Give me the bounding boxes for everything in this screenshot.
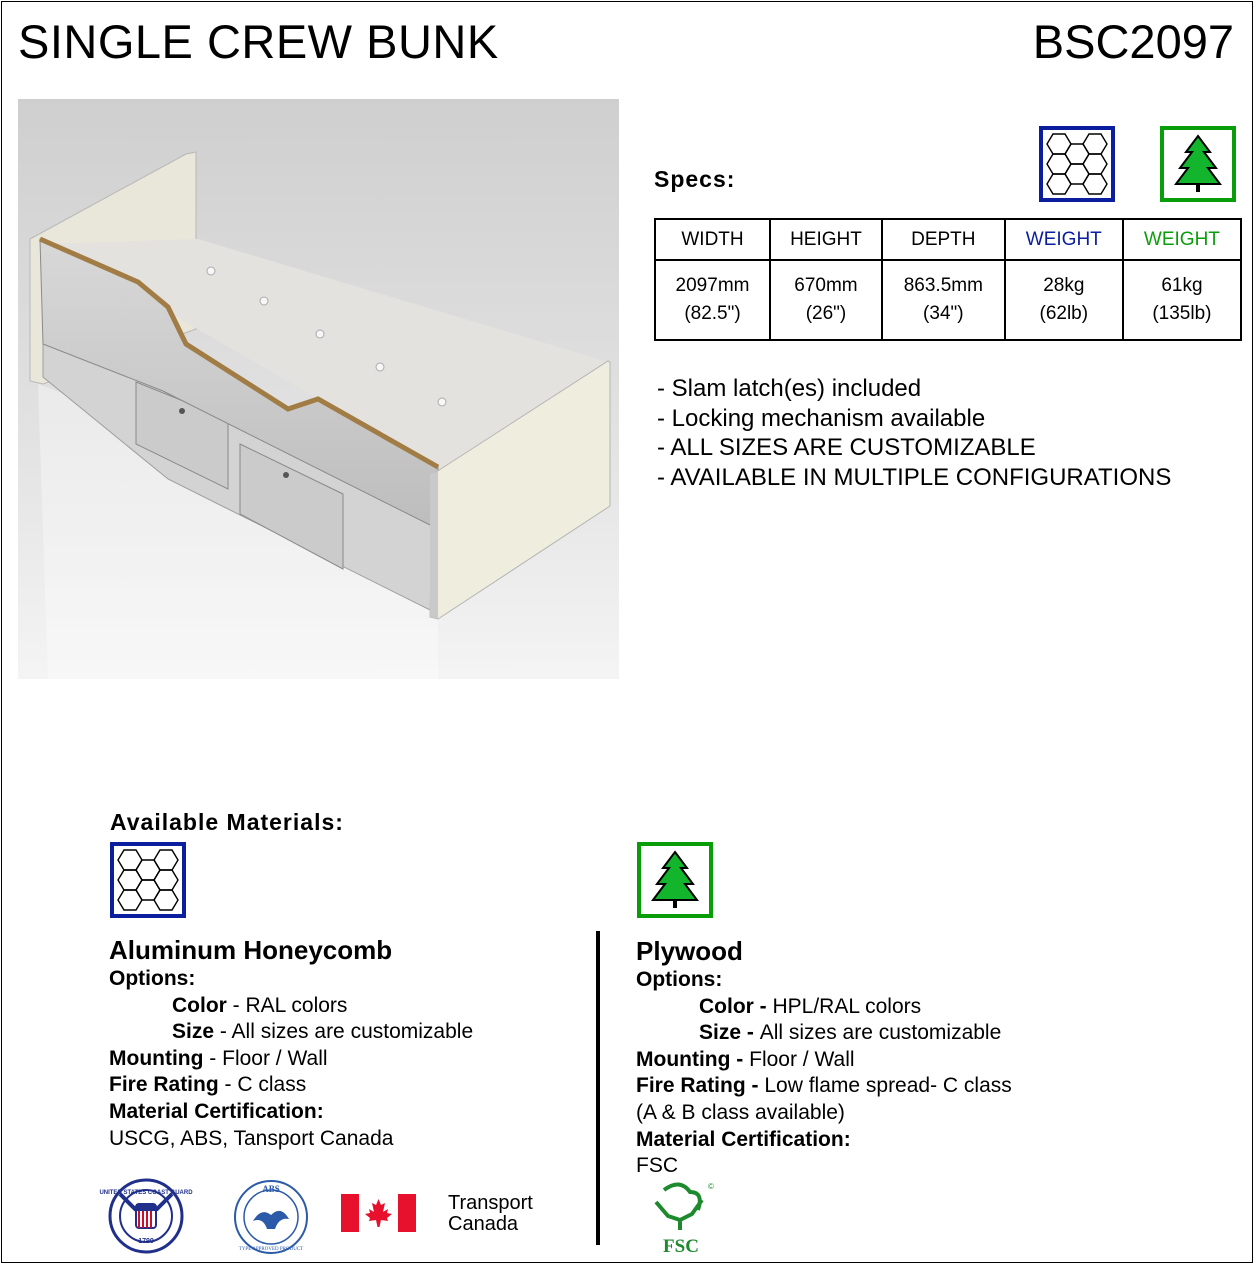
aluminum-details (109, 934, 473, 1152)
spec-header-depth: DEPTH (882, 219, 1005, 260)
fsc-logo (646, 1180, 716, 1256)
svg-text:ABS: ABS (262, 1184, 280, 1194)
page-title: SINGLE CREW BUNK (18, 15, 499, 68)
transport-canada-logo: Transport Canada (448, 1192, 533, 1235)
spec-cell-depth: 863.5mm (34") (882, 260, 1005, 340)
feature-item: - Locking mechanism available (657, 404, 986, 432)
plywood-details (636, 935, 1012, 1180)
specs-heading: Specs: (654, 166, 736, 192)
fire-rating: Fire Rating - Low flame spread- C class (636, 1074, 1012, 1098)
color-option: Color - RAL colors (172, 993, 348, 1017)
mounting-option: Mounting - Floor / Wall (109, 1046, 328, 1070)
column-divider (596, 931, 600, 1245)
certification-value: USCG, ABS, Tansport Canada (109, 1126, 394, 1150)
bunk-render (18, 99, 619, 679)
tree-icon (637, 842, 713, 918)
size-option: Size - All sizes are customizable (172, 1020, 474, 1044)
spec-cell-width: 2097mm (82.5") (655, 260, 770, 340)
materials-heading: Available Materials: (110, 809, 344, 835)
material-name: Aluminum Honeycomb (109, 935, 393, 965)
spec-cell-weight-aluminum: 28kg (62lb) (1005, 260, 1123, 340)
uscg-logo (99, 1176, 193, 1256)
feature-item: - ALL SIZES ARE CUSTOMIZABLE (657, 434, 1036, 461)
feature-item: - AVAILABLE IN MULTIPLE CONFIGURATIONS (657, 463, 1172, 491)
fire-rating-note: (A & B class available) (636, 1100, 845, 1124)
product-image (18, 99, 619, 679)
abs-logo (231, 1177, 311, 1257)
certification-label: Material Certification: (109, 1099, 324, 1123)
specs-table (654, 218, 1242, 341)
spec-header-weight-plywood: WEIGHT (1123, 219, 1241, 260)
options-label: Options: (636, 968, 723, 991)
spec-header-height: HEIGHT (770, 219, 882, 260)
spec-cell-weight-plywood: 61kg (135lb) (1123, 260, 1241, 340)
certification-label: Material Certification: (636, 1127, 851, 1151)
size-option: Size - All sizes are customizable (699, 1021, 1002, 1045)
tree-icon (1160, 126, 1236, 202)
svg-text:©: © (708, 1182, 714, 1191)
svg-text:FSC: FSC (663, 1236, 699, 1257)
svg-text:1790: 1790 (138, 1238, 154, 1245)
options-label: Options: (109, 967, 196, 990)
spec-header-width: WIDTH (655, 219, 770, 260)
feature-list (657, 374, 1171, 492)
fire-rating: Fire Rating - C class (109, 1073, 307, 1097)
honeycomb-icon (1039, 126, 1115, 202)
svg-text:TYPE APPROVED PRODUCT: TYPE APPROVED PRODUCT (238, 1247, 304, 1252)
spec-cell-height: 670mm (26") (770, 260, 882, 340)
color-option: Color - HPL/RAL colors (699, 994, 922, 1018)
spec-header-weight-aluminum: WEIGHT (1005, 219, 1123, 260)
mounting-option: Mounting - Floor / Wall (636, 1047, 855, 1071)
material-name: Plywood (636, 936, 743, 966)
honeycomb-icon (110, 842, 186, 918)
product-code: BSC2097 (1032, 15, 1234, 68)
feature-item: - Slam latch(es) included (657, 375, 922, 402)
canada-flag-icon (341, 1194, 416, 1232)
certification-value: FSC (636, 1154, 678, 1178)
svg-text:UNITED STATES COAST GUARD: UNITED STATES COAST GUARD (99, 1190, 193, 1196)
